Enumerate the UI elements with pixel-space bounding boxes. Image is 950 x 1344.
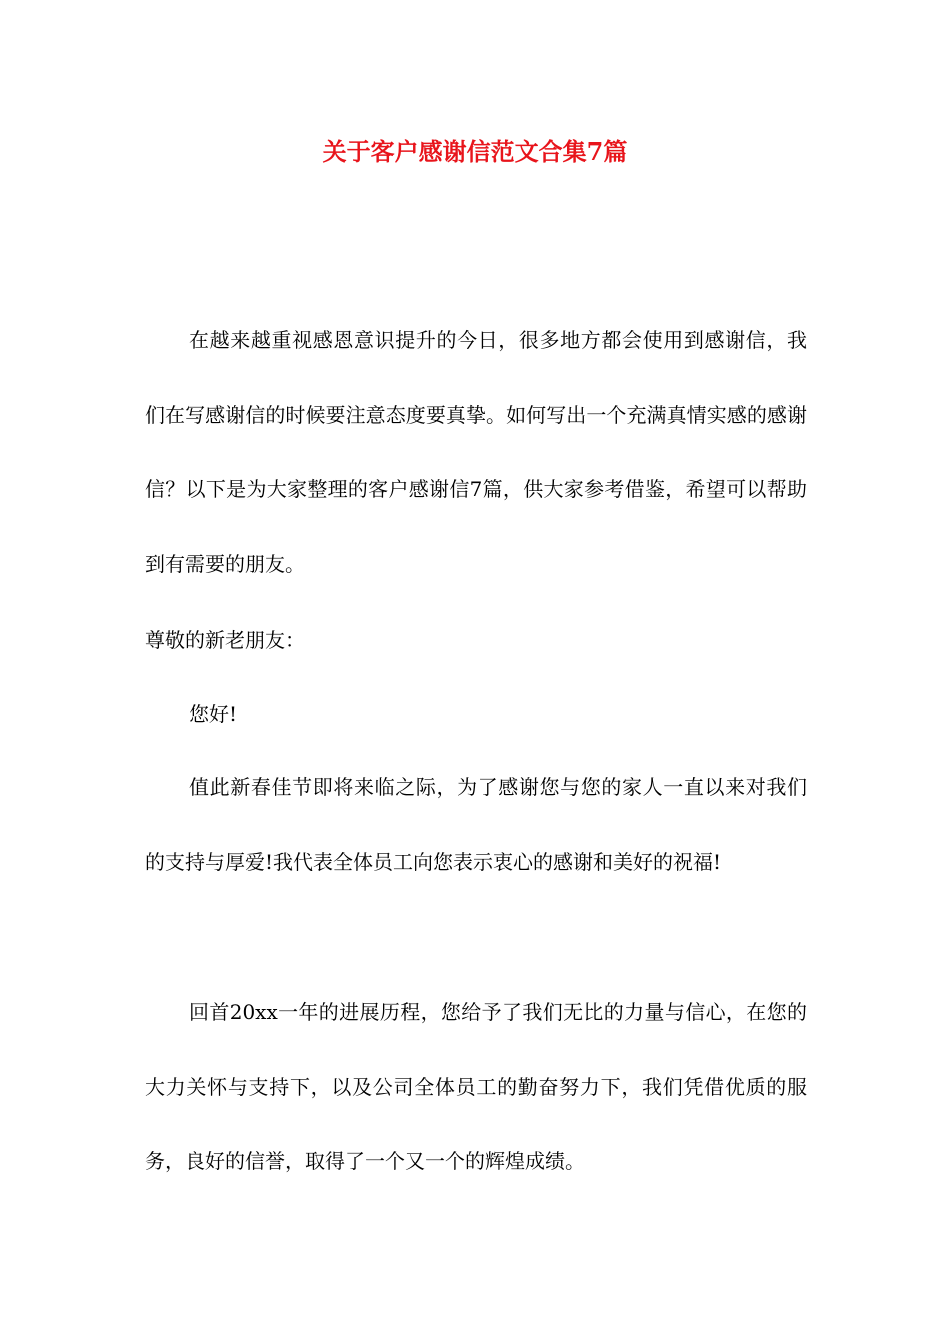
hello-line: 您好! — [189, 702, 238, 726]
intro-paragraph: 在越来越重视感恩意识提升的今日，很多地方都会使用到感谢信，我们在写感谢信的时候要注意态度要真挚。如何写出一个充满真情实感的感谢信？以下是为大家整理的客户感谢信7篇，供大家参考借鉴，希望可以帮助到有需要的朋友。 — [145, 328, 807, 576]
document-title: 关于客户感谢信范文合集7篇 — [322, 137, 628, 166]
body-paragraph-2: 回首20xx一年的进展历程，您给予了我们无比的力量与信心，在您的大力关怀与支持下，以及公司全体员工的勤奋努力下，我们凭借优质的服务，良好的信誉，取得了一个又一个的辉煌成绩。 — [145, 1000, 807, 1173]
greeting-line: 尊敬的新老朋友： — [145, 628, 305, 652]
body-paragraph-1: 值此新春佳节即将来临之际，为了感谢您与您的家人一直以来对我们的支持与厚爱!我代表全体员工向您表示衷心的感谢和美好的祝福! — [145, 775, 807, 874]
